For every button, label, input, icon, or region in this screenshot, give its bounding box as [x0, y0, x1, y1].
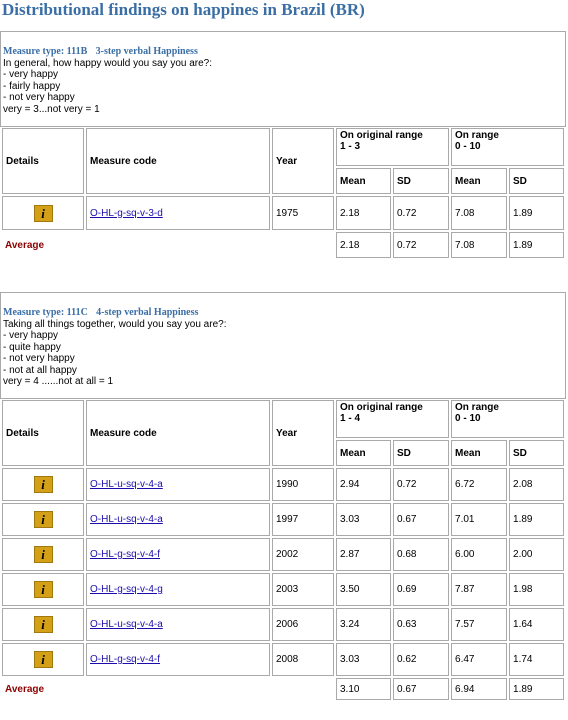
- answer-option: - not at all happy: [3, 364, 77, 376]
- measure-name: 3-step verbal Happiness: [95, 46, 198, 57]
- year-cell: 2002: [272, 538, 334, 571]
- measure-code-header: Measure code: [86, 128, 270, 194]
- mean-10-header: Mean: [451, 440, 507, 466]
- measure-code-link[interactable]: O-HL-g-sq-v-4-f: [90, 549, 161, 560]
- year-cell: 2006: [272, 608, 334, 641]
- measure-code-cell: [86, 643, 270, 676]
- year-cell: 1975: [272, 196, 334, 230]
- mean-cell: 3.03: [336, 503, 391, 536]
- sd-10-cell: 1.98: [509, 573, 564, 606]
- average-mean-10: 7.08: [451, 232, 507, 258]
- answer-option: - very happy: [3, 69, 59, 80]
- answer-option: - quite happy: [3, 341, 61, 353]
- year-cell: 2008: [272, 643, 334, 676]
- measure-code-cell: [86, 608, 270, 641]
- average-sd: 0.72: [393, 232, 449, 258]
- findings-table-111b: [0, 126, 566, 260]
- mean-10-cell: 7.08: [451, 196, 507, 230]
- sd-10-cell: 1.89: [509, 196, 564, 230]
- sd-10-cell: 2.00: [509, 538, 564, 571]
- original-range-value: 1 - 4: [340, 413, 361, 424]
- info-icon[interactable]: i: [34, 205, 53, 222]
- year-header: Year: [272, 400, 334, 466]
- sd-cell: 0.68: [393, 538, 449, 571]
- sd-header: SD: [393, 440, 449, 466]
- details-cell: [2, 538, 84, 571]
- mean-10-cell: 7.57: [451, 608, 507, 641]
- table-row: [2, 538, 564, 571]
- details-cell: [2, 503, 84, 536]
- sd-10-cell: 1.64: [509, 608, 564, 641]
- measure-code-cell: [86, 538, 270, 571]
- year-cell: 1990: [272, 468, 334, 501]
- sd-cell: 0.63: [393, 608, 449, 641]
- mean-cell: 3.24: [336, 608, 391, 641]
- range-10-header: [451, 400, 564, 438]
- measure-code-link[interactable]: O-HL-u-sq-v-4-a: [90, 619, 163, 630]
- year-cell: 2003: [272, 573, 334, 606]
- average-mean: 2.18: [336, 232, 391, 258]
- range-10-value: 0 - 10: [455, 141, 481, 152]
- measure-description-111b: [0, 31, 566, 127]
- findings-table-111c: [0, 398, 566, 702]
- original-range-label: On original range: [340, 402, 423, 413]
- details-cell: [2, 196, 84, 230]
- range-10-label: On range: [455, 402, 499, 413]
- range-10-value: 0 - 10: [455, 413, 481, 424]
- table-row: [2, 608, 564, 641]
- details-cell: [2, 643, 84, 676]
- answer-option: - fairly happy: [3, 80, 61, 92]
- sd-cell: 0.72: [393, 196, 449, 230]
- mean-10-header: Mean: [451, 168, 507, 194]
- measure-name: 4-step verbal Happiness: [96, 307, 199, 318]
- sd-10-header: SD: [509, 440, 564, 466]
- measure-question: Taking all things together, would you say you are?:: [3, 318, 227, 330]
- info-icon[interactable]: i: [34, 581, 53, 598]
- table-row: [2, 468, 564, 501]
- average-sd-10: 1.89: [509, 232, 564, 258]
- average-mean: 3.10: [336, 678, 391, 700]
- table-row: [2, 503, 564, 536]
- table-row: [2, 573, 564, 606]
- info-icon[interactable]: i: [34, 476, 53, 493]
- measure-type: Measure type: 111B: [3, 46, 88, 57]
- info-icon[interactable]: i: [34, 511, 53, 528]
- average-label: Average: [5, 239, 45, 251]
- mean-10-cell: 6.72: [451, 468, 507, 501]
- measure-scale: very = 4 ......not at all = 1: [3, 376, 114, 387]
- year-cell: 1997: [272, 503, 334, 536]
- sd-cell: 0.72: [393, 468, 449, 501]
- answer-option: - very happy: [3, 330, 59, 341]
- average-row: [2, 678, 564, 700]
- average-sd: 0.67: [393, 678, 449, 700]
- answer-option: - not very happy: [3, 353, 75, 364]
- average-row: [2, 232, 564, 258]
- mean-10-cell: 6.47: [451, 643, 507, 676]
- original-range-header: [336, 400, 449, 438]
- answer-option: - not very happy: [3, 92, 75, 103]
- sd-10-cell: 2.08: [509, 468, 564, 501]
- measure-code-cell: [86, 573, 270, 606]
- range-10-label: On range: [455, 130, 499, 141]
- sd-cell: 0.69: [393, 573, 449, 606]
- measure-code-link[interactable]: O-HL-g-sq-v-3-d: [90, 207, 163, 219]
- mean-cell: 3.03: [336, 643, 391, 676]
- average-mean-10: 6.94: [451, 678, 507, 700]
- info-icon[interactable]: i: [34, 651, 53, 668]
- original-range-header: [336, 128, 449, 166]
- sd-cell: 0.67: [393, 503, 449, 536]
- table-row: [2, 196, 564, 230]
- mean-cell: 2.18: [336, 196, 391, 230]
- mean-header: Mean: [336, 440, 391, 466]
- measure-code-cell: [86, 468, 270, 501]
- details-cell: [2, 468, 84, 501]
- mean-cell: 2.94: [336, 468, 391, 501]
- sd-cell: 0.62: [393, 643, 449, 676]
- measure-question: In general, how happy would you say you are?:: [3, 57, 213, 69]
- details-cell: [2, 608, 84, 641]
- info-icon[interactable]: i: [34, 546, 53, 563]
- average-label: Average: [5, 683, 45, 695]
- sd-10-cell: 1.89: [509, 503, 564, 536]
- mean-header: Mean: [336, 168, 391, 194]
- measure-code-cell: [86, 196, 270, 230]
- sd-header: SD: [393, 168, 449, 194]
- range-10-header: [451, 128, 564, 166]
- info-icon[interactable]: i: [34, 616, 53, 633]
- sd-10-header: SD: [509, 168, 564, 194]
- mean-cell: 3.50: [336, 573, 391, 606]
- measure-code-link[interactable]: O-HL-g-sq-v-4-f: [90, 654, 161, 665]
- mean-10-cell: 6.00: [451, 538, 507, 571]
- average-sd-10: 1.89: [509, 678, 564, 700]
- measure-code-header: Measure code: [86, 400, 270, 466]
- table-row: [2, 643, 564, 676]
- measure-code-cell: [86, 503, 270, 536]
- measure-code-link[interactable]: O-HL-g-sq-v-4-g: [90, 584, 163, 595]
- details-header: Details: [2, 400, 84, 466]
- sd-10-cell: 1.74: [509, 643, 564, 676]
- measure-code-link[interactable]: O-HL-u-sq-v-4-a: [90, 514, 163, 525]
- original-range-value: 1 - 3: [340, 141, 361, 152]
- mean-10-cell: 7.87: [451, 573, 507, 606]
- measure-type: Measure type: 111C: [3, 307, 88, 318]
- details-header: Details: [2, 128, 84, 194]
- measure-code-link[interactable]: O-HL-u-sq-v-4-a: [90, 479, 163, 490]
- details-cell: [2, 573, 84, 606]
- mean-cell: 2.87: [336, 538, 391, 571]
- measure-description-111c: [0, 292, 566, 399]
- year-header: Year: [272, 128, 334, 194]
- page-title: Distributional findings on happines in Brazil (BR): [2, 0, 365, 19]
- original-range-label: On original range: [340, 130, 423, 141]
- measure-scale: very = 3...not very = 1: [3, 103, 100, 115]
- mean-10-cell: 7.01: [451, 503, 507, 536]
